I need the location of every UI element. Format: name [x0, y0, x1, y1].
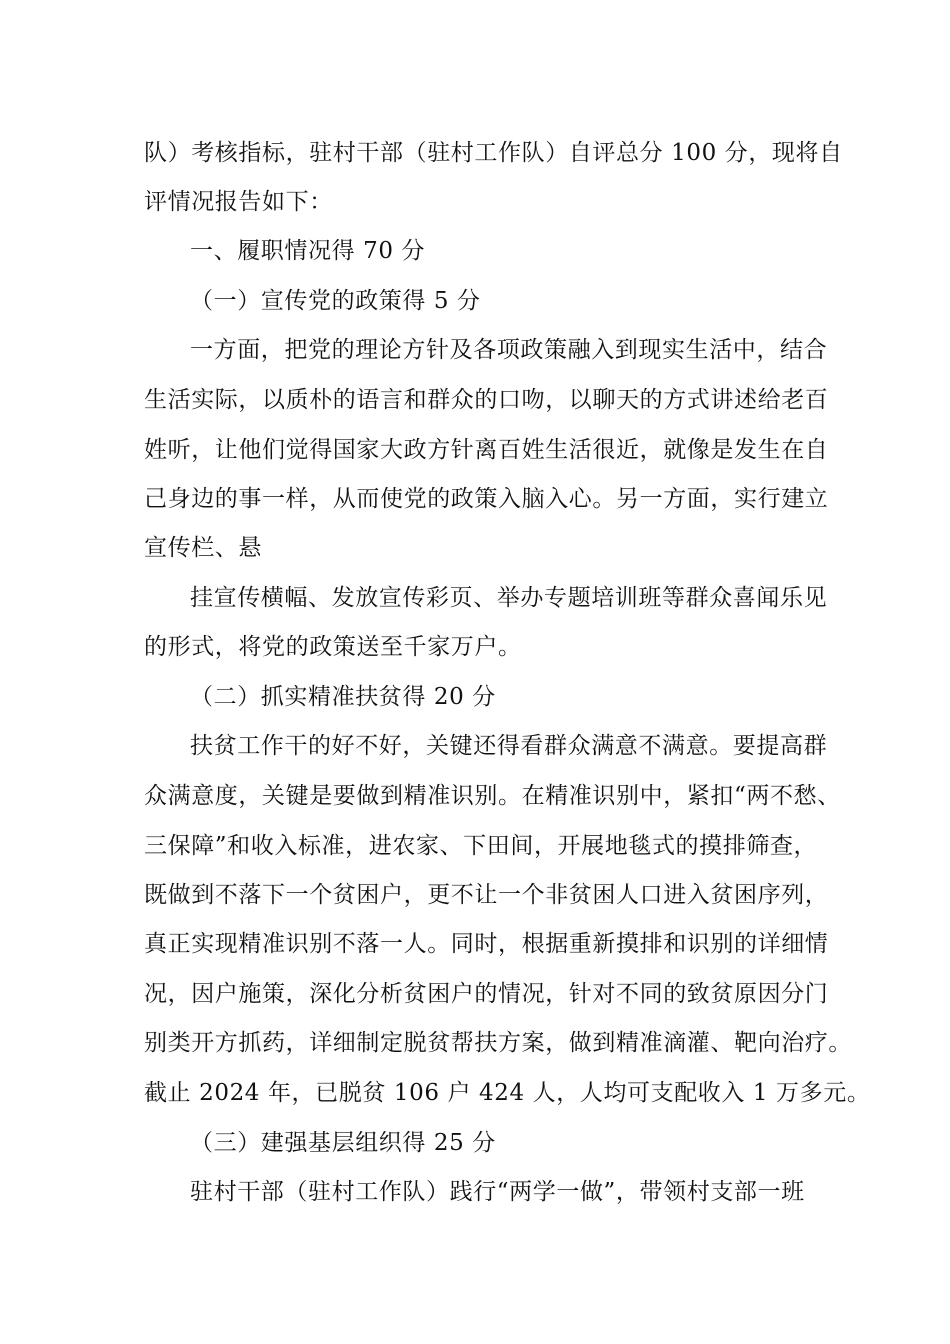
- text-line: 扶贫工作干的好不好，关键还得看群众满意不满意。要提高群: [190, 733, 828, 759]
- text-line: 队）考核指标，驻村干部（驻村工作队）自评总分 100 分，现将自: [144, 140, 843, 166]
- text-line: 宣传栏、悬: [144, 535, 262, 561]
- subsection-heading: （三）建强基层组织得 25 分: [190, 1130, 496, 1156]
- subsection-heading: （二）抓实精准扶贫得 20 分: [190, 684, 496, 710]
- text-line: 截止 2024 年，已脱贫 106 户 424 人，人均可支配收入 1 万多元。: [144, 1080, 871, 1106]
- text-line: 挂宣传横幅、发放宣传彩页、举办专题培训班等群众喜闻乐见: [190, 585, 828, 611]
- text-line: 三保障”和收入标准，进农家、下田间，开展地毯式的摸排筛查，: [144, 833, 818, 859]
- text-line: 姓听，让他们觉得国家大政方针离百姓生活很近，就像是发生在自: [144, 437, 829, 463]
- text-line: 生活实际，以质朴的语言和群众的口吻，以聊天的方式讲述给老百: [144, 387, 829, 413]
- text-line: 评情况报告如下：: [144, 189, 333, 215]
- text-line: 己身边的事一样，从而使党的政策入脑入心。另一方面，实行建立: [144, 486, 829, 512]
- text-line: 众满意度，关键是要做到精准识别。在精准识别中，紧扣“两不愁、: [144, 783, 841, 809]
- text-line: 驻村干部（驻村工作队）践行“两学一做”，带领村支部一班: [190, 1179, 805, 1205]
- text-line: 真正实现精准识别不落一人。同时，根据重新摸排和识别的详细情: [144, 931, 829, 957]
- text-line: 既做到不落下一个贫困户，更不让一个非贫困人口进入贫困序列，: [144, 882, 829, 908]
- text-line: 的形式，将党的政策送至千家万户。: [144, 634, 522, 660]
- text-line: 一方面，把党的理论方针及各项政策融入到现实生活中，结合: [190, 337, 828, 363]
- text-line: 别类开方抓药，详细制定脱贫帮扶方案，做到精准滴灌、靶向治疗。: [144, 1030, 852, 1056]
- subsection-heading: （一）宣传党的政策得 5 分: [190, 288, 481, 314]
- section-heading: 一、履职情况得 70 分: [190, 238, 426, 264]
- text-line: 况，因户施策，深化分析贫困户的情况，针对不同的致贫原因分门: [144, 981, 829, 1007]
